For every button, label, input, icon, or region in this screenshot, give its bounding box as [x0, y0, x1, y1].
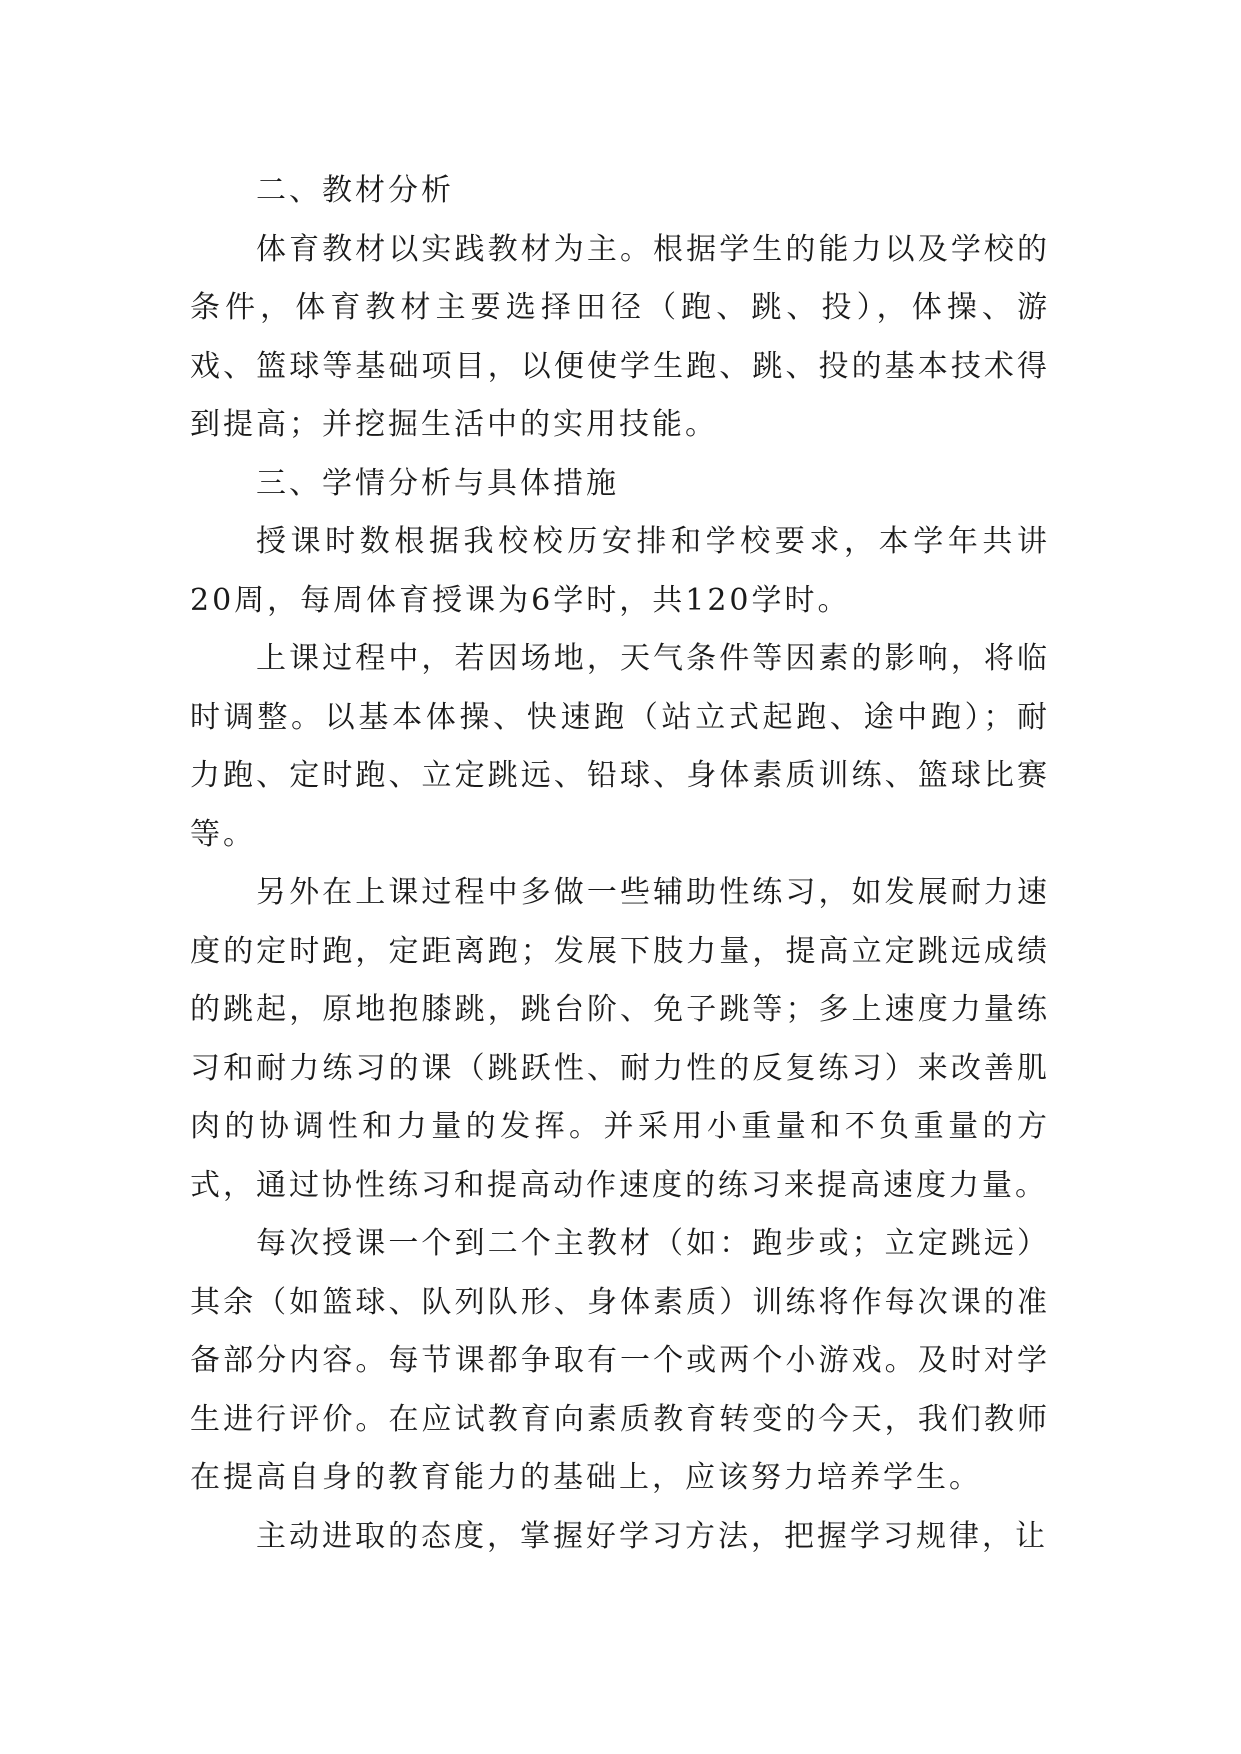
paragraph-class-adjustment: 上课过程中，若因场地，天气条件等因素的影响，将临时调整。以基本体操、快速跑（站立式起跑、途中跑）；耐力跑、定时跑、立定跳远、铅球、身体素质训练、篮球比赛等。: [190, 641, 1050, 852]
paragraph-initiative: 主动进取的态度，掌握好学习方法，把握学习规律，让: [256, 1518, 1048, 1554]
paragraph-textbook-analysis: 体育教材以实践教材为主。根据学生的能力以及学校的条件，体育教材主要选择田径（跑、跳、投），体操、游戏、篮球等基础项目，以便使学生跑、跳、投的基本技术得到提高；并挖掘生活中的实用技能。: [190, 231, 1050, 442]
document-body: [190, 162, 1050, 1566]
section-heading-textbook-analysis: 二、教材分析: [256, 173, 454, 208]
paragraph-class-hours: 授课时数根据我校校历安排和学校要求，本学年共讲20周，每周体育授课为6学时，共120学时。: [190, 524, 1050, 618]
paragraph-auxiliary-exercises: 另外在上课过程中多做一些辅助性练习，如发展耐力速度的定时跑，定距离跑；发展下肢力量，提高立定跳远成绩的跳起，原地抱膝跳，跳台阶、免子跳等；多上速度力量练习和耐力练习的课（跳跃性、耐力性的反复练习）来改善肌肉的协调性和力量的发挥。并采用小重量和不负重量的方式，通过协性练习和提高动作速度的练习来提高速度力量。: [190, 875, 1050, 1203]
paragraph-main-materials: 每次授课一个到二个主教材（如：跑步或；立定跳远）其余（如篮球、队列队形、身体素质）训练将作每次课的准备部分内容。每节课都争取有一个或两个小游戏。及时对学生进行评价。在应试教育向素质教育转变的今天，我们教师在提高自身的教育能力的基础上，应该努力培养学生。: [190, 1226, 1050, 1495]
section-heading-learning-analysis: 三、学情分析与具体措施: [256, 465, 619, 501]
